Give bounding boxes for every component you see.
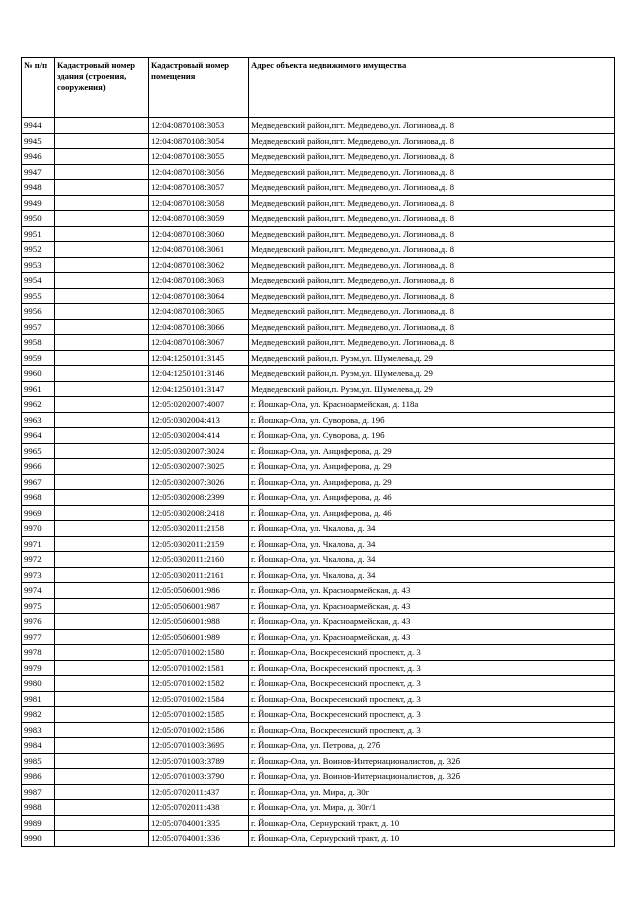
row-number: 9980: [22, 676, 55, 692]
premises-cadastral-number: 12:04:0870108:3058: [149, 195, 249, 211]
premises-cadastral-number: 12:05:0701003:3789: [149, 753, 249, 769]
address: г. Йошкар-Ола, Сернурский тракт, д. 10: [249, 815, 615, 831]
building-cadastral-number: [55, 273, 149, 289]
building-cadastral-number: [55, 660, 149, 676]
table-row: [22, 645, 615, 661]
address: г. Йошкар-Ола, ул. Мира, д. 30г: [249, 784, 615, 800]
row-number: 9952: [22, 242, 55, 258]
table-row: [22, 397, 615, 413]
building-cadastral-number: [55, 397, 149, 413]
premises-cadastral-number: 12:05:0702011:437: [149, 784, 249, 800]
row-number: 9960: [22, 366, 55, 382]
address: г. Йошкар-Ола, Сернурский тракт, д. 10: [249, 831, 615, 847]
premises-cadastral-number: 12:04:0870108:3067: [149, 335, 249, 351]
building-cadastral-number: [55, 118, 149, 134]
premises-cadastral-number: 12:04:1250101:3146: [149, 366, 249, 382]
table-row: [22, 443, 615, 459]
table-row: [22, 164, 615, 180]
header-number: № п/п: [22, 58, 55, 118]
table-row: [22, 660, 615, 676]
building-cadastral-number: [55, 443, 149, 459]
building-cadastral-number: [55, 645, 149, 661]
address: г. Йошкар-Ола, ул. Мира, д. 30г/1: [249, 800, 615, 816]
row-number: 9981: [22, 691, 55, 707]
address: г. Йошкар-Ола, ул. Анциферова, д. 29: [249, 459, 615, 475]
premises-cadastral-number: 12:05:0701003:3790: [149, 769, 249, 785]
table-row: [22, 149, 615, 165]
header-address: Адрес объекта недвижимого имущества: [249, 58, 615, 118]
premises-cadastral-number: 12:04:0870108:3059: [149, 211, 249, 227]
table-row: [22, 722, 615, 738]
building-cadastral-number: [55, 784, 149, 800]
building-cadastral-number: [55, 676, 149, 692]
address: г. Йошкар-Ола, ул. Воинов-Интернационалистов, д. 32б: [249, 753, 615, 769]
table-row: [22, 629, 615, 645]
premises-cadastral-number: 12:04:0870108:3061: [149, 242, 249, 258]
address: г. Йошкар-Ола, ул. Анциферова, д. 46: [249, 505, 615, 521]
table-row: [22, 521, 615, 537]
table-row: [22, 552, 615, 568]
row-number: 9956: [22, 304, 55, 320]
row-number: 9944: [22, 118, 55, 134]
premises-cadastral-number: 12:05:0302008:2399: [149, 490, 249, 506]
address: г. Йошкар-Ола, ул. Красноармейская, д. 43: [249, 629, 615, 645]
row-number: 9976: [22, 614, 55, 630]
premises-cadastral-number: 12:05:0302007:3025: [149, 459, 249, 475]
building-cadastral-number: [55, 412, 149, 428]
table-row: [22, 769, 615, 785]
table-row: [22, 614, 615, 630]
premises-cadastral-number: 12:05:0302011:2158: [149, 521, 249, 537]
row-number: 9967: [22, 474, 55, 490]
table-row: [22, 180, 615, 196]
address: Медведевский район,п. Руэм,ул. Шумелева,д. 29: [249, 381, 615, 397]
address: Медведевский район,пгт. Медведево,ул. Логинова,д. 8: [249, 226, 615, 242]
row-number: 9969: [22, 505, 55, 521]
address: Медведевский район,пгт. Медведево,ул. Логинова,д. 8: [249, 180, 615, 196]
premises-cadastral-number: 12:05:0702011:438: [149, 800, 249, 816]
building-cadastral-number: [55, 288, 149, 304]
premises-cadastral-number: 12:04:0870108:3056: [149, 164, 249, 180]
building-cadastral-number: [55, 319, 149, 335]
building-cadastral-number: [55, 536, 149, 552]
address: г. Йошкар-Ола, ул. Анциферова, д. 46: [249, 490, 615, 506]
premises-cadastral-number: 12:05:0302011:2160: [149, 552, 249, 568]
address: г. Йошкар-Ола, ул. Анциферова, д. 29: [249, 474, 615, 490]
address: г. Йошкар-Ола, ул. Анциферова, д. 29: [249, 443, 615, 459]
row-number: 9953: [22, 257, 55, 273]
building-cadastral-number: [55, 257, 149, 273]
row-number: 9963: [22, 412, 55, 428]
row-number: 9948: [22, 180, 55, 196]
premises-cadastral-number: 12:05:0302007:3026: [149, 474, 249, 490]
address: г. Йошкар-Ола, ул. Петрова, д. 27б: [249, 738, 615, 754]
row-number: 9971: [22, 536, 55, 552]
address: г. Йошкар-Ола, ул. Красноармейская, д. 43: [249, 614, 615, 630]
building-cadastral-number: [55, 381, 149, 397]
row-number: 9986: [22, 769, 55, 785]
table-row: [22, 459, 615, 475]
building-cadastral-number: [55, 226, 149, 242]
table-row: [22, 474, 615, 490]
building-cadastral-number: [55, 598, 149, 614]
row-number: 9945: [22, 133, 55, 149]
premises-cadastral-number: 12:04:0870108:3066: [149, 319, 249, 335]
table-row: [22, 273, 615, 289]
address: Медведевский район,пгт. Медведево,ул. Логинова,д. 8: [249, 273, 615, 289]
table-row: [22, 195, 615, 211]
premises-cadastral-number: 12:05:0302011:2159: [149, 536, 249, 552]
premises-cadastral-number: 12:05:0701002:1585: [149, 707, 249, 723]
building-cadastral-number: [55, 304, 149, 320]
building-cadastral-number: [55, 707, 149, 723]
premises-cadastral-number: 12:05:0701002:1580: [149, 645, 249, 661]
address: Медведевский район,пгт. Медведево,ул. Логинова,д. 8: [249, 242, 615, 258]
address: Медведевский район,пгт. Медведево,ул. Логинова,д. 8: [249, 335, 615, 351]
premises-cadastral-number: 12:05:0701002:1586: [149, 722, 249, 738]
row-number: 9958: [22, 335, 55, 351]
table-row: [22, 676, 615, 692]
row-number: 9968: [22, 490, 55, 506]
address: Медведевский район,пгт. Медведево,ул. Логинова,д. 8: [249, 211, 615, 227]
building-cadastral-number: [55, 567, 149, 583]
building-cadastral-number: [55, 335, 149, 351]
row-number: 9961: [22, 381, 55, 397]
building-cadastral-number: [55, 366, 149, 382]
building-cadastral-number: [55, 583, 149, 599]
premises-cadastral-number: 12:05:0302011:2161: [149, 567, 249, 583]
address: г. Йошкар-Ола, Воскресенский проспект, д. 3: [249, 691, 615, 707]
row-number: 9975: [22, 598, 55, 614]
building-cadastral-number: [55, 459, 149, 475]
address: г. Йошкар-Ола, ул. Чкалова, д. 34: [249, 536, 615, 552]
table-row: [22, 691, 615, 707]
premises-cadastral-number: 12:04:0870108:3057: [149, 180, 249, 196]
address: Медведевский район,пгт. Медведево,ул. Логинова,д. 8: [249, 257, 615, 273]
table-row: [22, 800, 615, 816]
header-premises-cadastral: Кадастровый номер помещения: [149, 58, 249, 118]
row-number: 9977: [22, 629, 55, 645]
table-row: [22, 226, 615, 242]
address: г. Йошкар-Ола, Воскресенский проспект, д. 3: [249, 676, 615, 692]
building-cadastral-number: [55, 428, 149, 444]
row-number: 9947: [22, 164, 55, 180]
address: г. Йошкар-Ола, Воскресенский проспект, д. 3: [249, 722, 615, 738]
premises-cadastral-number: 12:04:0870108:3064: [149, 288, 249, 304]
table-row: [22, 536, 615, 552]
building-cadastral-number: [55, 195, 149, 211]
table-row: [22, 350, 615, 366]
address: Медведевский район,п. Руэм,ул. Шумелева,д. 29: [249, 350, 615, 366]
row-number: 9951: [22, 226, 55, 242]
address: Медведевский район,пгт. Медведево,ул. Логинова,д. 8: [249, 288, 615, 304]
row-number: 9946: [22, 149, 55, 165]
building-cadastral-number: [55, 133, 149, 149]
row-number: 9957: [22, 319, 55, 335]
row-number: 9964: [22, 428, 55, 444]
address: г. Йошкар-Ола, Воскресенский проспект, д. 3: [249, 707, 615, 723]
row-number: 9978: [22, 645, 55, 661]
table-row: [22, 707, 615, 723]
premises-cadastral-number: 12:05:0701002:1584: [149, 691, 249, 707]
address: г. Йошкар-Ола, ул. Красноармейская, д. 118а: [249, 397, 615, 413]
row-number: 9970: [22, 521, 55, 537]
building-cadastral-number: [55, 614, 149, 630]
table-body: [22, 118, 615, 847]
table-row: [22, 288, 615, 304]
table-row: [22, 304, 615, 320]
address: Медведевский район,пгт. Медведево,ул. Логинова,д. 8: [249, 304, 615, 320]
building-cadastral-number: [55, 722, 149, 738]
address: г. Йошкар-Ола, Воскресенский проспект, д. 3: [249, 645, 615, 661]
row-number: 9985: [22, 753, 55, 769]
address: Медведевский район,пгт. Медведево,ул. Логинова,д. 8: [249, 319, 615, 335]
building-cadastral-number: [55, 753, 149, 769]
address: Медведевский район,пгт. Медведево,ул. Логинова,д. 8: [249, 133, 615, 149]
premises-cadastral-number: 12:05:0506001:987: [149, 598, 249, 614]
address: г. Йошкар-Ола, ул. Чкалова, д. 34: [249, 552, 615, 568]
table-row: [22, 366, 615, 382]
table-row: [22, 133, 615, 149]
row-number: 9983: [22, 722, 55, 738]
row-number: 9973: [22, 567, 55, 583]
table-row: [22, 257, 615, 273]
row-number: 9954: [22, 273, 55, 289]
building-cadastral-number: [55, 180, 149, 196]
premises-cadastral-number: 12:05:0302008:2418: [149, 505, 249, 521]
premises-cadastral-number: 12:04:1250101:3147: [149, 381, 249, 397]
row-number: 9984: [22, 738, 55, 754]
premises-cadastral-number: 12:05:0506001:986: [149, 583, 249, 599]
table-row: [22, 412, 615, 428]
row-number: 9989: [22, 815, 55, 831]
row-number: 9982: [22, 707, 55, 723]
table-row: [22, 598, 615, 614]
premises-cadastral-number: 12:04:0870108:3065: [149, 304, 249, 320]
table-row: [22, 738, 615, 754]
premises-cadastral-number: 12:04:0870108:3053: [149, 118, 249, 134]
row-number: 9990: [22, 831, 55, 847]
table-row: [22, 784, 615, 800]
building-cadastral-number: [55, 521, 149, 537]
premises-cadastral-number: 12:05:0701002:1581: [149, 660, 249, 676]
table-row: [22, 319, 615, 335]
row-number: 9955: [22, 288, 55, 304]
address: г. Йошкар-Ола, ул. Воинов-Интернационалистов, д. 32б: [249, 769, 615, 785]
building-cadastral-number: [55, 815, 149, 831]
table-row: [22, 118, 615, 134]
address: г. Йошкар-Ола, ул. Суворова, д. 19б: [249, 412, 615, 428]
row-number: 9988: [22, 800, 55, 816]
table-header-row: [22, 58, 615, 118]
premises-cadastral-number: 12:05:0202007:4007: [149, 397, 249, 413]
building-cadastral-number: [55, 800, 149, 816]
row-number: 9949: [22, 195, 55, 211]
table-row: [22, 242, 615, 258]
address: г. Йошкар-Ола, ул. Красноармейская, д. 43: [249, 598, 615, 614]
building-cadastral-number: [55, 474, 149, 490]
premises-cadastral-number: 12:05:0302007:3024: [149, 443, 249, 459]
premises-cadastral-number: 12:04:0870108:3054: [149, 133, 249, 149]
address: г. Йошкар-Ола, ул. Суворова, д. 19б: [249, 428, 615, 444]
premises-cadastral-number: 12:05:0302004:413: [149, 412, 249, 428]
premises-cadastral-number: 12:04:0870108:3062: [149, 257, 249, 273]
building-cadastral-number: [55, 831, 149, 847]
address: Медведевский район,пгт. Медведево,ул. Логинова,д. 8: [249, 195, 615, 211]
building-cadastral-number: [55, 552, 149, 568]
table-row: [22, 505, 615, 521]
building-cadastral-number: [55, 164, 149, 180]
premises-cadastral-number: 12:05:0704001:336: [149, 831, 249, 847]
premises-cadastral-number: 12:05:0701002:1582: [149, 676, 249, 692]
row-number: 9962: [22, 397, 55, 413]
building-cadastral-number: [55, 769, 149, 785]
address: г. Йошкар-Ола, ул. Чкалова, д. 34: [249, 521, 615, 537]
address: г. Йошкар-Ола, ул. Красноармейская, д. 43: [249, 583, 615, 599]
premises-cadastral-number: 12:05:0302004:414: [149, 428, 249, 444]
premises-cadastral-number: 12:04:0870108:3055: [149, 149, 249, 165]
premises-cadastral-number: 12:04:0870108:3063: [149, 273, 249, 289]
document-page: [21, 57, 614, 847]
premises-cadastral-number: 12:05:0506001:988: [149, 614, 249, 630]
table-row: [22, 381, 615, 397]
table-row: [22, 583, 615, 599]
row-number: 9959: [22, 350, 55, 366]
table-row: [22, 753, 615, 769]
premises-cadastral-number: 12:05:0701003:3695: [149, 738, 249, 754]
address: Медведевский район,п. Руэм,ул. Шумелева,д. 29: [249, 366, 615, 382]
address: Медведевский район,пгт. Медведево,ул. Логинова,д. 8: [249, 149, 615, 165]
building-cadastral-number: [55, 738, 149, 754]
table-row: [22, 831, 615, 847]
table-row: [22, 490, 615, 506]
building-cadastral-number: [55, 490, 149, 506]
row-number: 9972: [22, 552, 55, 568]
row-number: 9979: [22, 660, 55, 676]
table-row: [22, 335, 615, 351]
row-number: 9987: [22, 784, 55, 800]
table-row: [22, 211, 615, 227]
table-row: [22, 428, 615, 444]
header-building-cadastral: Кадастровый номер здания (строения, сооружения): [55, 58, 149, 118]
table-row: [22, 815, 615, 831]
premises-cadastral-number: 12:05:0704001:335: [149, 815, 249, 831]
row-number: 9950: [22, 211, 55, 227]
premises-cadastral-number: 12:04:0870108:3060: [149, 226, 249, 242]
building-cadastral-number: [55, 242, 149, 258]
building-cadastral-number: [55, 505, 149, 521]
row-number: 9974: [22, 583, 55, 599]
row-number: 9966: [22, 459, 55, 475]
premises-cadastral-number: 12:04:1250101:3145: [149, 350, 249, 366]
address: Медведевский район,пгт. Медведево,ул. Логинова,д. 8: [249, 118, 615, 134]
address: г. Йошкар-Ола, Воскресенский проспект, д. 3: [249, 660, 615, 676]
building-cadastral-number: [55, 350, 149, 366]
building-cadastral-number: [55, 149, 149, 165]
table-row: [22, 567, 615, 583]
address: г. Йошкар-Ола, ул. Чкалова, д. 34: [249, 567, 615, 583]
building-cadastral-number: [55, 629, 149, 645]
property-table: [21, 57, 615, 847]
premises-cadastral-number: 12:05:0506001:989: [149, 629, 249, 645]
building-cadastral-number: [55, 691, 149, 707]
row-number: 9965: [22, 443, 55, 459]
address: Медведевский район,пгт. Медведево,ул. Логинова,д. 8: [249, 164, 615, 180]
building-cadastral-number: [55, 211, 149, 227]
